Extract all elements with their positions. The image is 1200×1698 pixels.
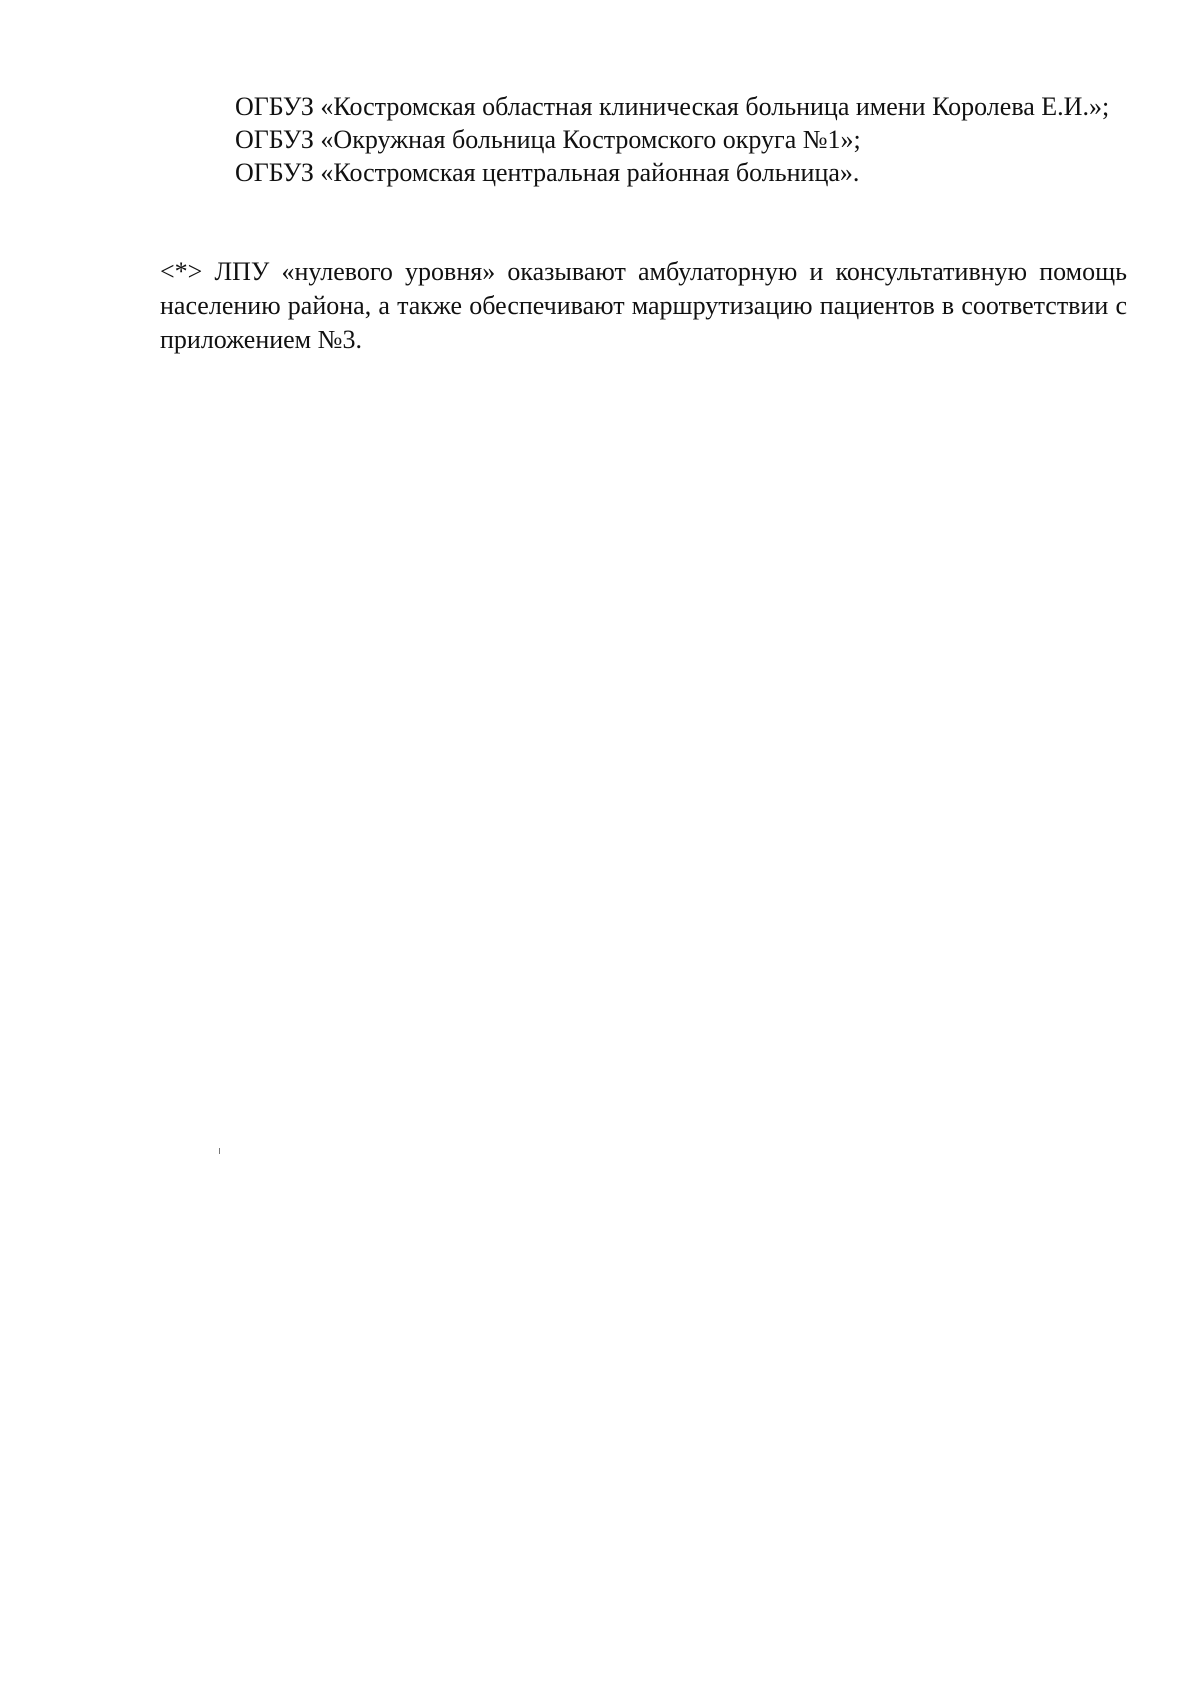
hospital-item: ОГБУЗ «Костромская областная клиническая больница имени Королева Е.И.»; [235, 92, 1110, 121]
hospital-item: ОГБУЗ «Окружная больница Костромского округа №1»; [235, 125, 861, 154]
footnote-text: <*> ЛПУ «нулевого уровня» оказывают амбулаторную и консультативную помощь населению района, а также обеспечивают маршрутизацию пациентов в соответствии с приложением №3. [160, 257, 1127, 354]
hospital-item: ОГБУЗ «Костромская центральная районная больница». [235, 158, 860, 187]
scan-speck [219, 1148, 220, 1154]
footnote [160, 255, 1127, 357]
hospital-list [160, 90, 1127, 189]
